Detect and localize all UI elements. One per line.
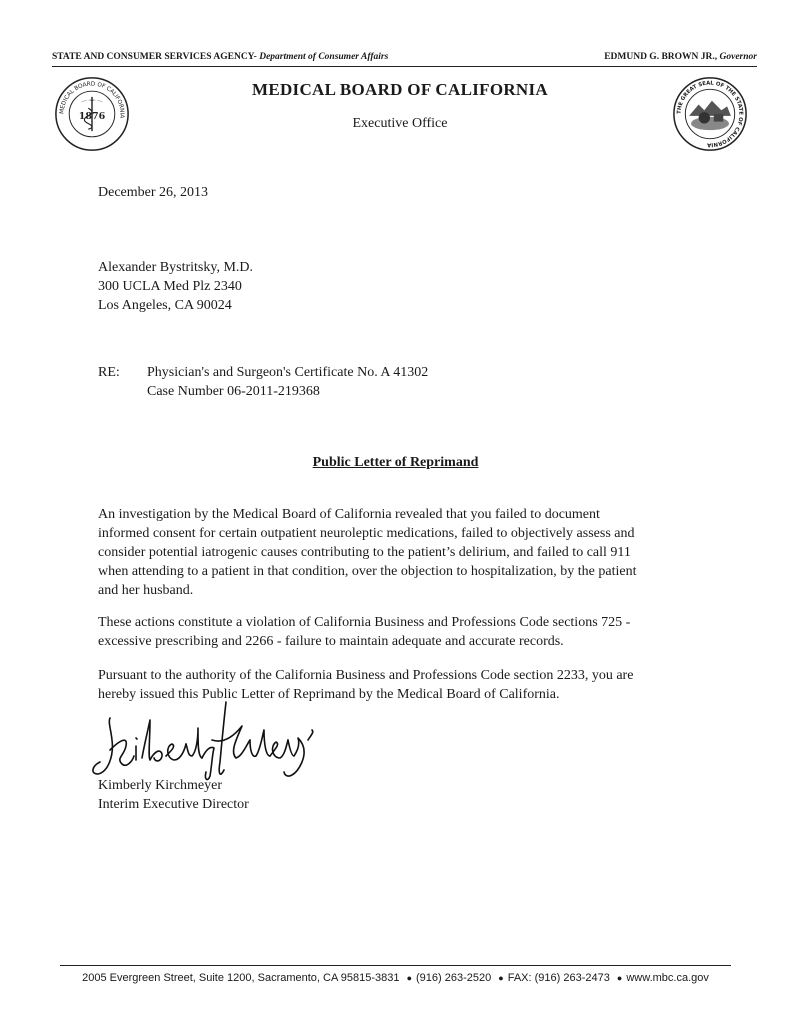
- office-name: Executive Office: [352, 116, 448, 131]
- case-number: Case Number 06-2011-219368: [147, 384, 320, 399]
- board-name: MEDICAL BOARD OF CALIFORNIA: [251, 80, 548, 99]
- paragraph-line: An investigation by the Medical Board of California revealed that you failed to document: [98, 507, 600, 522]
- agency-line: [52, 52, 388, 62]
- right-seal-ring-text: THE GREAT SEAL OF THE STATE OF CALIFORNIA: [676, 80, 744, 148]
- footer-fax: FAX: (916) 263-2473: [507, 972, 610, 984]
- medical-board-seal-icon: [54, 76, 130, 152]
- letter-title: Public Letter of Reprimand: [312, 455, 479, 470]
- header-divider: [52, 66, 757, 67]
- paragraph-investigation: [98, 505, 718, 600]
- bullet-icon: ●: [616, 973, 623, 983]
- re-label: RE:: [98, 365, 120, 380]
- paragraph-line: informed consent for certain outpatient neuroleptic medications, failed to objectively assess and: [98, 526, 635, 541]
- agency-name: STATE AND CONSUMER SERVICES AGENCY-: [52, 52, 257, 62]
- agency-header: [52, 52, 757, 66]
- paragraph-line: excessive prescribing and 2266 - failure to maintain adequate and accurate records.: [98, 634, 564, 649]
- left-seal-ring-text: MEDICAL BOARD OF CALIFORNIA: [59, 81, 125, 119]
- left-seal-year: 1876: [78, 110, 106, 122]
- recipient-city: Los Angeles, CA 90024: [98, 298, 232, 313]
- footer-address: 2005 Evergreen Street, Suite 1200, Sacramento, CA 95815-3831: [82, 972, 400, 984]
- signer-block: [98, 776, 249, 814]
- recipient-address: [98, 258, 253, 315]
- footer-divider: [60, 965, 731, 966]
- signer-title: Interim Executive Director: [98, 797, 249, 812]
- footer-contact: [0, 972, 791, 984]
- governor-title: Governor: [719, 52, 757, 62]
- recipient-street: 300 UCLA Med Plz 2340: [98, 279, 242, 294]
- department-name: Department of Consumer Affairs: [259, 52, 389, 62]
- paragraph-line: and her husband.: [98, 583, 194, 598]
- paragraph-line: when attending to a patient in that condition, over the objection to hospitalization, by the patient: [98, 564, 637, 579]
- paragraph-line: consider potential iatrogenic causes contributing to the patient’s delirium, and failed to call 911: [98, 545, 631, 560]
- paragraph-violation: [98, 613, 718, 651]
- paragraph-line: These actions constitute a violation of California Business and Professions Code sections 725 -: [98, 615, 631, 630]
- governor-name: EDMUND G. BROWN JR.,: [604, 52, 718, 62]
- re-subject: [147, 363, 428, 401]
- recipient-name: Alexander Bystritsky, M.D.: [98, 260, 254, 275]
- footer-phone: (916) 263-2520: [416, 972, 492, 984]
- california-state-seal-icon: [672, 76, 748, 152]
- governor-line: [604, 52, 757, 62]
- certificate-number: Physician's and Surgeon's Certificate No. A 41302: [147, 365, 429, 380]
- footer-website: www.mbc.ca.gov: [626, 972, 709, 984]
- letter-date: December 26, 2013: [98, 185, 209, 200]
- bullet-icon: ●: [498, 973, 504, 983]
- bullet-icon: ●: [406, 973, 412, 983]
- paragraph-line: Pursuant to the authority of the California Business and Professions Code section 2233, you are: [98, 668, 634, 683]
- signer-name: Kimberly Kirchmeyer: [98, 778, 223, 793]
- signature-image: [86, 700, 316, 786]
- paragraph-authority: [98, 666, 718, 704]
- paragraph-line: hereby issued this Public Letter of Reprimand by the Medical Board of California.: [98, 687, 560, 702]
